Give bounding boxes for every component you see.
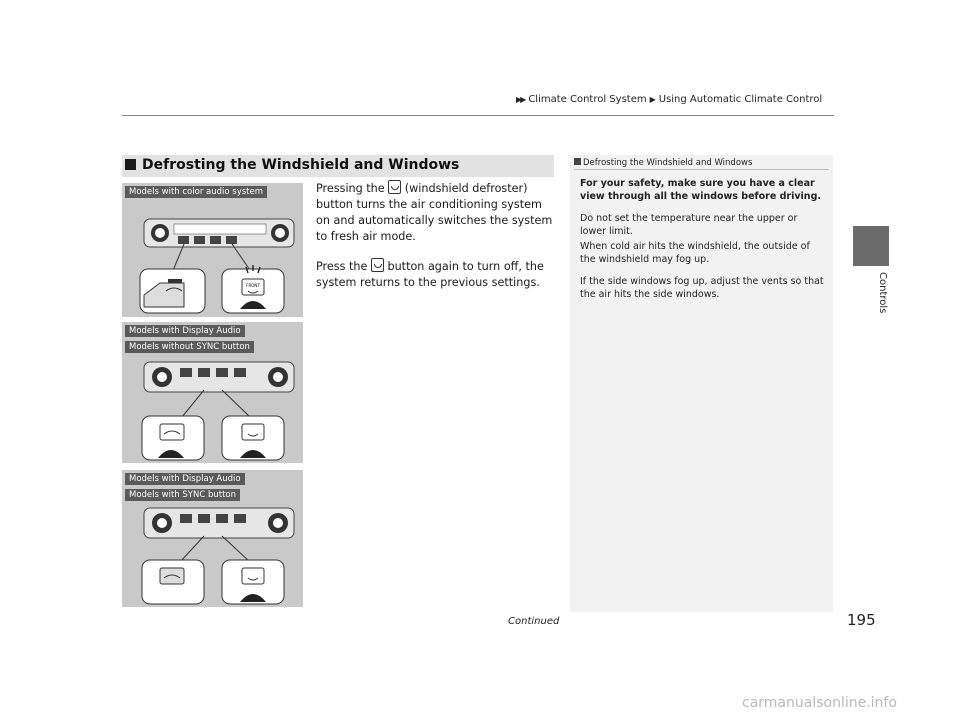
front-defroster-button-icon — [388, 180, 401, 194]
arrow-icon: ▶ — [649, 95, 656, 104]
model-tag: Models with Display Audio — [125, 325, 245, 337]
climate-panel-illustration — [122, 470, 303, 607]
note-marker-icon — [574, 158, 581, 165]
body-paragraph-2: Press the button again to turn off, the system returns to the previous settings. — [316, 260, 544, 289]
chapter-tab-marker — [853, 226, 889, 266]
note-text — [580, 177, 824, 310]
page-number: 195 — [847, 611, 876, 629]
climate-panel-illustration — [122, 322, 303, 463]
svg-text:FRONT: FRONT — [246, 283, 260, 288]
breadcrumb-item-climate[interactable]: Climate Control System — [528, 94, 647, 105]
model-tag: Models with color audio system — [125, 186, 267, 198]
note-divider — [574, 169, 829, 170]
section-title: Defrosting the Windshield and Windows — [142, 157, 460, 173]
chapter-label: Controls — [877, 272, 888, 314]
note-paragraph: Do not set the temperature near the upper or lower limit. — [580, 213, 798, 237]
front-defroster-button-icon — [371, 258, 384, 272]
note-paragraph: If the side windows fog up, adjust the vents so that the air hits the side windows. — [580, 276, 824, 300]
illustration-color-audio — [122, 183, 303, 317]
section-heading — [122, 155, 554, 177]
note-sidebar — [570, 155, 833, 612]
illustration-display-audio-no-sync — [122, 322, 303, 463]
double-arrow-icon: ▶▶ — [516, 95, 525, 104]
header-rule — [122, 115, 834, 116]
model-tag: Models without SYNC button — [125, 341, 254, 353]
watermark: carmanualsonline.info — [742, 695, 897, 711]
model-tag: Models with Display Audio — [125, 473, 245, 485]
breadcrumb — [516, 94, 822, 105]
body-paragraph-1: Pressing the (windshield defroster) button turns the air conditioning system on and automatically switches the system to fresh air mode. — [316, 182, 553, 243]
note-warning: For your safety, make sure you have a clear view through all the windows before driving. — [580, 178, 821, 202]
climate-panel-illustration — [122, 183, 303, 317]
breadcrumb-item-automatic[interactable]: Using Automatic Climate Control — [658, 94, 823, 105]
body-text — [316, 180, 556, 304]
illustration-display-audio-sync — [122, 470, 303, 607]
model-tag: Models with SYNC button — [125, 489, 240, 501]
note-heading: Defrosting the Windshield and Windows — [574, 158, 752, 168]
note-paragraph: When cold air hits the windshield, the outside of the windshield may fog up. — [580, 241, 810, 265]
continued-label: Continued — [508, 616, 560, 627]
section-square-icon — [125, 159, 136, 170]
